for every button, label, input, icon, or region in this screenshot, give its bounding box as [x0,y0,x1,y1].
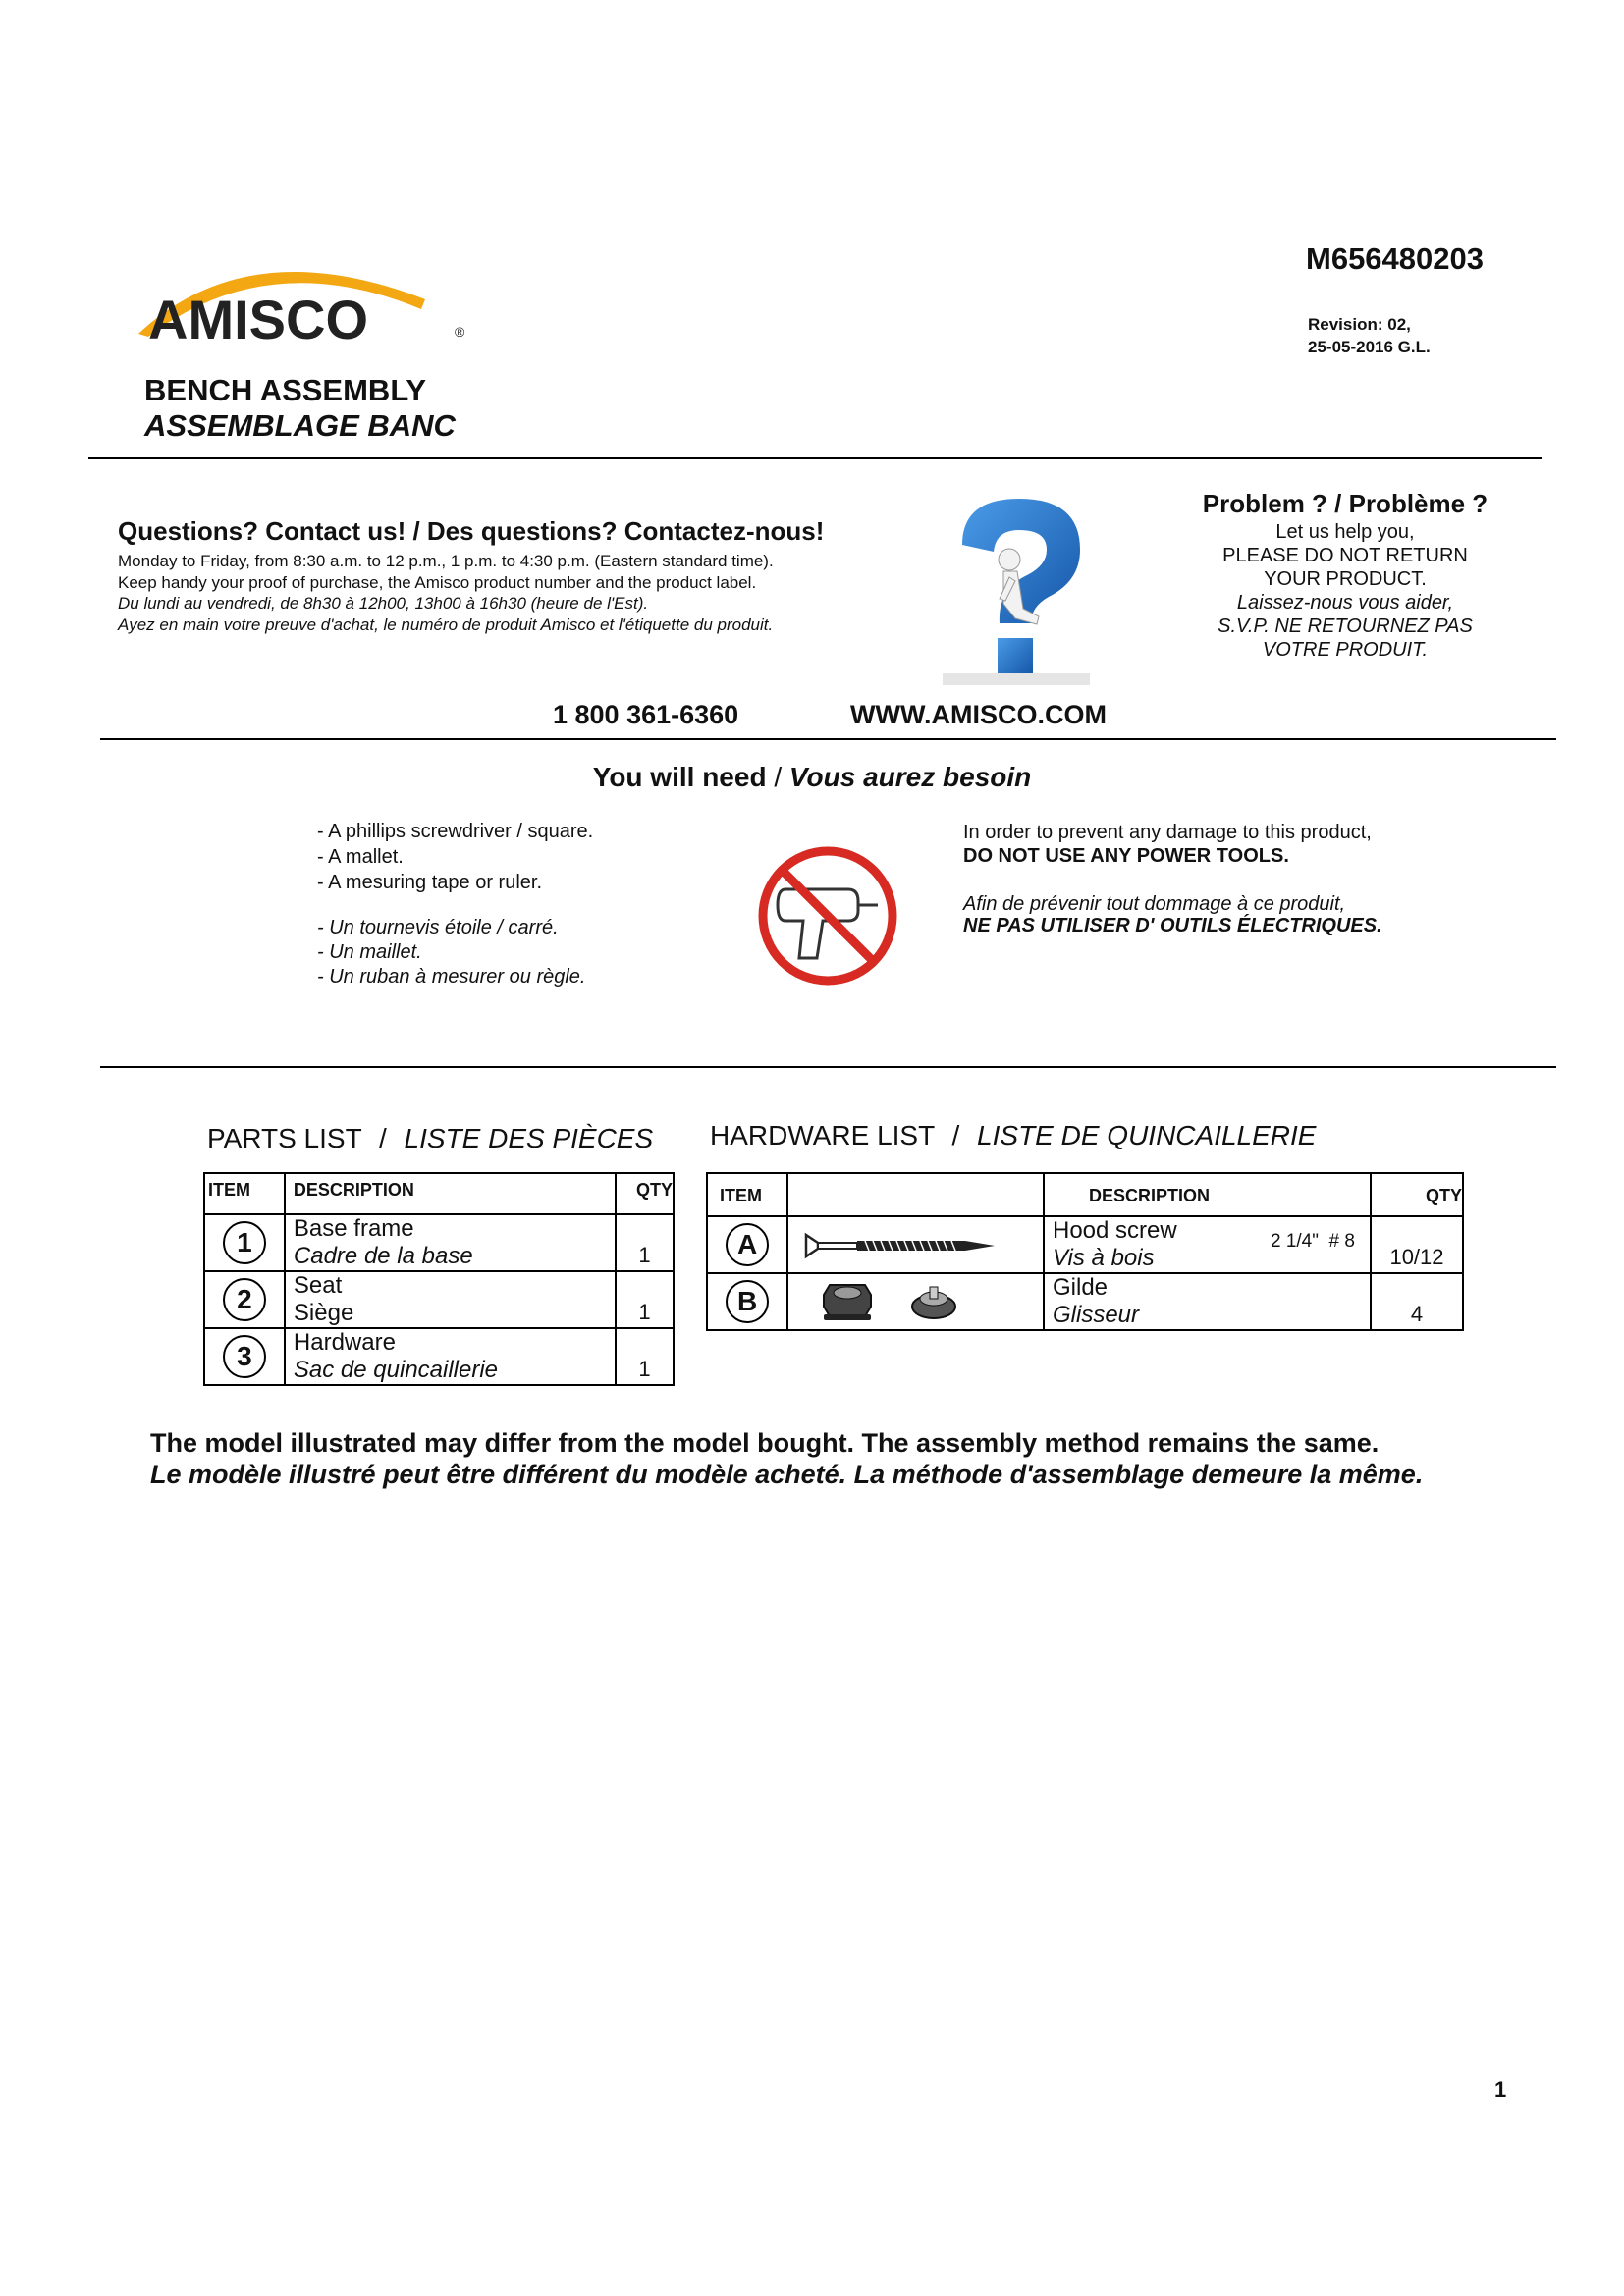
contact-keep-en: Keep handy your proof of purchase, the Amisco product number and the product label. [118,573,757,592]
hardware-qty-cell [1371,1273,1463,1330]
hardware-description-cell [1044,1273,1371,1330]
page-title-fr: ASSEMBLAGE BANC [144,408,456,443]
parts-list-title-fr: LISTE DES PIÈCES [404,1123,654,1153]
contact-hours-fr: Du lundi au vendredi, de 8h30 à 12h00, 13h00 à 16h30 (heure de l'Est). [118,594,649,613]
hardware-picture-cell [787,1216,1044,1273]
part-qty: 1 [638,1357,651,1381]
glide-icon [788,1277,1040,1326]
hardware-col-picture [787,1173,1044,1216]
glide-top-view [912,1287,955,1318]
parts-description-cell [285,1328,616,1385]
parts-qty-cell [616,1214,674,1271]
problem-heading: Problem ? / Problème ? [1202,489,1489,518]
part-name-en: Hardware [293,1329,396,1356]
contact-heading: Questions? Contact us! / Des questions? Contactez-nous! [118,516,825,546]
disclaimer-en: The model illustrated may differ from the model bought. The assembly method remains the same. [150,1428,1380,1458]
parts-description-cell [285,1271,616,1328]
table-row [707,1273,1463,1330]
warning-en-line1: In order to prevent any damage to this product, [963,822,1372,843]
parts-table [203,1172,675,1386]
needs-heading-fr: Vous aurez besoin [788,762,1032,792]
parts-list-title-separator: / [378,1123,387,1153]
hardware-col-qty [1371,1173,1463,1216]
revision-number: Revision: 02, [1308,315,1411,334]
problem-product-en: YOUR PRODUCT. [1264,568,1427,590]
hardware-col-item [707,1173,787,1216]
disclaimer-fr: Le modèle illustré peut être différent du modèle acheté. La méthode d'assemblage demeure la même. [150,1460,1424,1489]
question-mark-dot [998,638,1033,673]
product-code: M656480203 [1306,241,1484,276]
parts-col-description-label: DESCRIPTION [293,1180,414,1200]
contact-keep-fr: Ayez en main votre preuve d'achat, le numéro de produit Amisco et l'étiquette du produit. [118,615,774,634]
part-name-fr: Cadre de la base [293,1243,473,1269]
parts-item-cell [204,1328,285,1385]
hardware-col-qty-label: QTY [1425,1186,1462,1205]
no-power-tools-icon [754,842,901,989]
hardware-picture-cell [787,1273,1044,1330]
hardware-name-en: Hood screw [1052,1217,1177,1244]
logo-wordmark: AMISCO [148,289,368,348]
tool-item-en: - A phillips screwdriver / square. [317,821,594,842]
warning-fr-line1: Afin de prévenir tout dommage à ce produit, [963,893,1346,915]
hardware-list-title-en: HARDWARE LIST [710,1120,935,1150]
part-name-en: Seat [293,1272,343,1299]
part-qty: 1 [638,1300,651,1324]
problem-help-fr: Laissez-nous vous aider, [1236,592,1454,614]
problem-help-en: Let us help you, [1275,521,1415,543]
parts-qty-cell [616,1328,674,1385]
hardware-qty-cell [1371,1216,1463,1273]
glide-side-view [824,1285,871,1320]
problem-noreturn-fr: S.V.P. NE RETOURNEZ PAS [1218,615,1473,637]
floor-shadow [943,673,1090,685]
needs-heading-en: You will need [592,762,767,792]
hardware-description-cell [1044,1216,1371,1273]
divider-contact [100,738,1556,740]
amisco-logo [131,240,474,348]
parts-col-qty [616,1173,674,1214]
tool-item-fr: - Un ruban à mesurer ou règle. [317,966,586,988]
hardware-name-fr: Vis à bois [1052,1245,1155,1271]
hardware-col-description-label: DESCRIPTION [1088,1186,1210,1205]
part-name-fr: Siège [293,1300,354,1326]
item-letter-badge: B [726,1280,769,1323]
problem-product-fr: VOTRE PRODUIT. [1262,639,1429,661]
parts-item-cell [204,1214,285,1271]
wood-screw-icon [788,1225,1040,1264]
logo-registered-mark: ® [455,324,465,340]
tool-item-en: - A mallet. [317,846,404,868]
hardware-list-title [710,1120,1316,1151]
part-qty: 1 [638,1243,651,1267]
contact-hours-en: Monday to Friday, from 8:30 a.m. to 12 p.m., 1 p.m. to 4:30 p.m. (Eastern standard time). [118,552,774,570]
page-number: 1 [1494,2077,1507,2102]
table-row [204,1328,674,1385]
hardware-name-en: Gilde [1052,1274,1109,1301]
hardware-qty: 4 [1410,1302,1424,1326]
hardware-name-fr: Glisseur [1052,1302,1140,1328]
item-number-badge: 1 [223,1221,266,1264]
hardware-list-title-separator: / [951,1120,960,1150]
parts-description-cell [285,1214,616,1271]
hardware-size: 2 1/4" # 8 [1270,1231,1355,1252]
needs-heading [0,762,1624,793]
hardware-col-description [1044,1173,1371,1216]
parts-list-title [207,1123,653,1154]
page-title-en: BENCH ASSEMBLY [144,373,427,407]
tool-item-fr: - Un tournevis étoile / carré. [317,917,559,938]
warning-en-line2: DO NOT USE ANY POWER TOOLS. [963,845,1289,867]
phone-number[interactable]: 1 800 361-6360 [553,700,739,729]
hardware-item-cell [707,1273,787,1330]
figure-head [999,549,1020,570]
item-number-badge: 2 [223,1278,266,1321]
parts-col-description [285,1173,616,1214]
parts-qty-cell [616,1271,674,1328]
tool-item-fr: - Un maillet. [317,941,422,963]
hardware-list-title-fr: LISTE DE QUINCAILLERIE [977,1120,1317,1150]
hardware-item-cell [707,1216,787,1273]
part-name-en: Base frame [293,1215,414,1242]
hardware-table-header [707,1173,1463,1216]
needs-heading-separator: / [766,762,789,792]
part-name-fr: Sac de quincaillerie [293,1357,499,1383]
table-row [707,1216,1463,1273]
parts-col-qty-label: QTY [635,1180,673,1200]
parts-item-cell [204,1271,285,1328]
tool-item-en: - A mesuring tape or ruler. [317,872,543,893]
revision-date: 25-05-2016 G.L. [1308,338,1431,356]
parts-list-title-en: PARTS LIST [207,1123,362,1153]
parts-table-header [204,1173,674,1214]
hardware-table [706,1172,1464,1331]
divider-needs [100,1066,1556,1068]
table-row [204,1214,674,1271]
question-mark-illustration [933,491,1100,687]
problem-noreturn-en: PLEASE DO NOT RETURN [1222,545,1468,566]
parts-col-item-label: ITEM [208,1180,250,1200]
table-row [204,1271,674,1328]
warning-fr-line2: NE PAS UTILISER D' OUTILS ÉLECTRIQUES. [963,915,1382,936]
parts-col-item [204,1173,285,1214]
divider-top [88,457,1542,459]
hardware-qty: 10/12 [1389,1245,1444,1269]
item-number-badge: 3 [223,1335,266,1378]
item-letter-badge: A [726,1223,769,1266]
website-link[interactable]: WWW.AMISCO.COM [850,700,1107,729]
hardware-col-item-label: ITEM [720,1186,762,1205]
